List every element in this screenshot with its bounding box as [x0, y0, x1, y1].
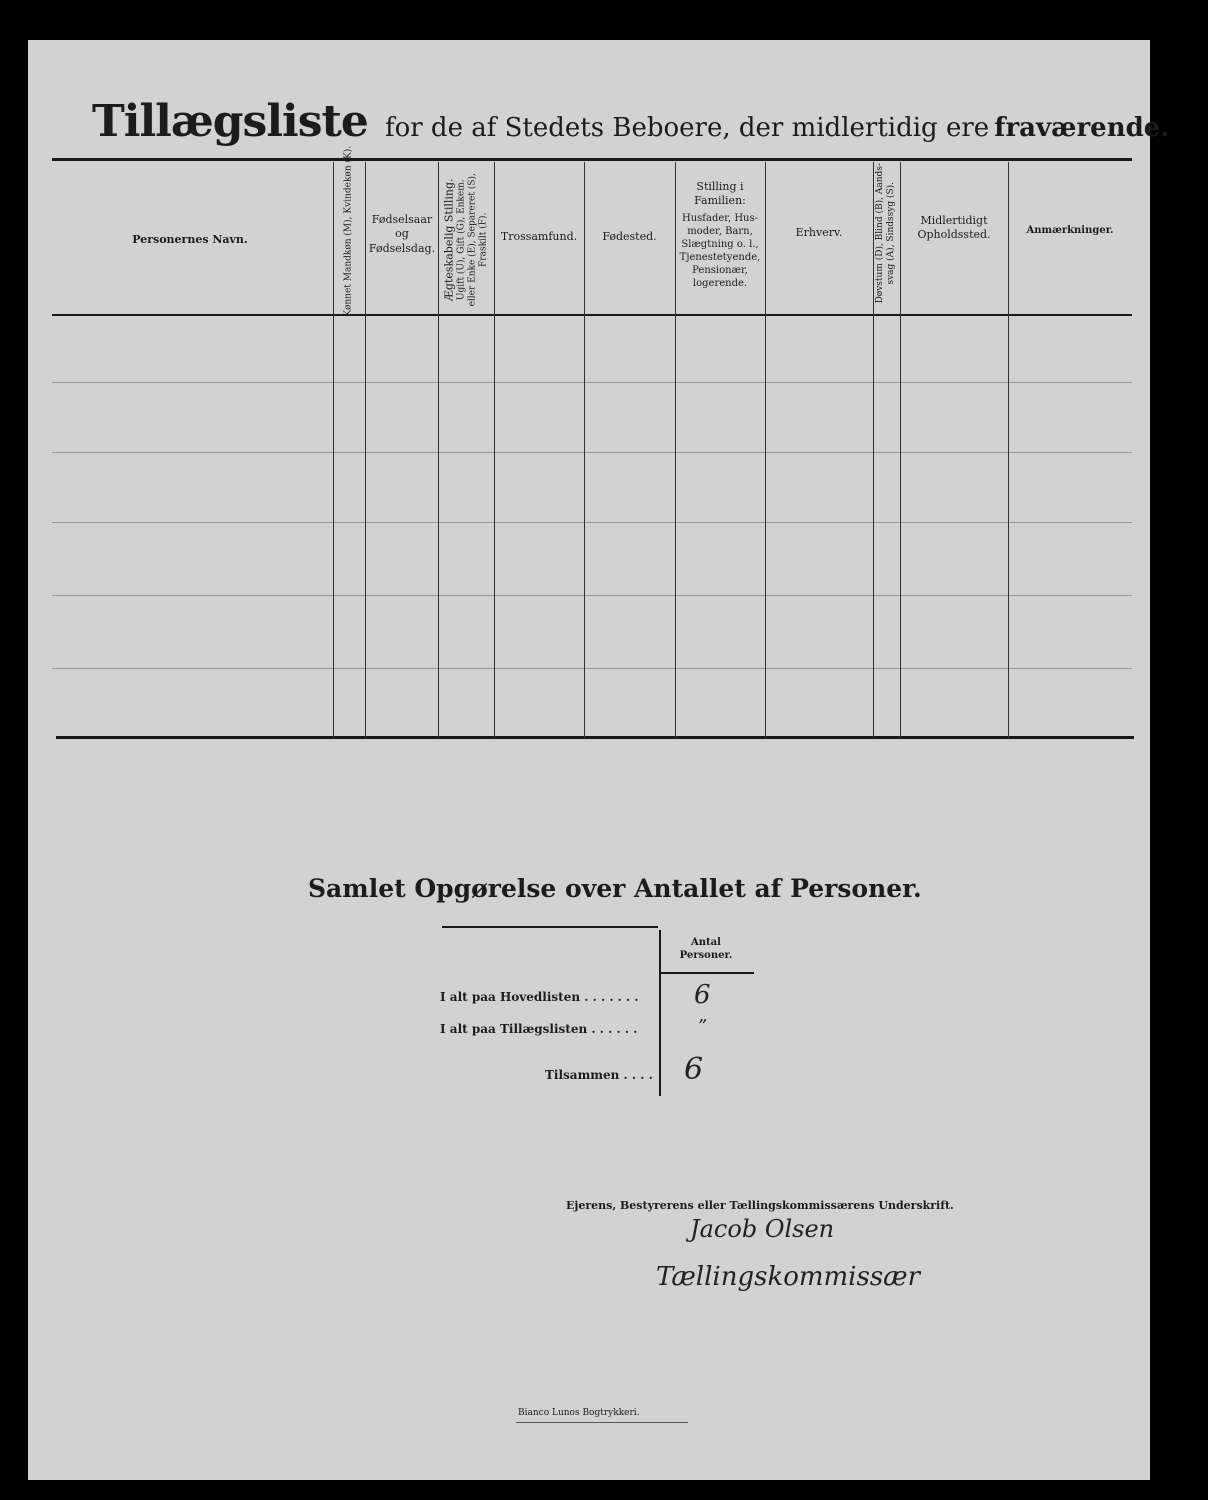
title-rest: for de af Stedets Beboere, der midlertidig ere	[384, 113, 990, 143]
table-bottom-rule	[56, 736, 1134, 739]
title-emphasis: fraværende.	[994, 113, 1170, 143]
column-divider	[438, 162, 439, 738]
printer-underline	[516, 1422, 688, 1423]
header-family-position: Stilling i Familien: Husfader, Hus- moder, Barn, Slægtning o. l., Tjenestetyende, Pensionær, logerende.	[679, 180, 761, 289]
printer-imprint: Bianco Lunos Bogtrykkeri.	[518, 1408, 640, 1418]
column-divider	[333, 162, 334, 738]
header-religion: Trossamfund.	[500, 230, 578, 243]
header-birthplace: Fødested.	[602, 230, 657, 243]
column-divider	[765, 162, 766, 738]
column-divider	[494, 162, 495, 738]
header-name: Personernes Navn.	[132, 233, 248, 246]
summary-title: Samlet Opgørelse over Antallet af Personer.	[308, 874, 922, 903]
column-divider	[900, 162, 901, 738]
summary-row-supplement-label: I alt paa Tillægslisten . . . . . .	[440, 1022, 638, 1036]
summary-top-rule	[442, 926, 658, 928]
title-main: Tillægsliste	[92, 96, 368, 147]
header-marital: Ægteskabelig Stilling. Ugift (U), Gift (G), Enkem. eller Enke (E), Separeret (S), Fraskilt (F).	[442, 173, 489, 307]
table-row-line	[52, 522, 1132, 523]
signature-title: Tællingskommissær	[656, 1262, 921, 1292]
summary-row-total-label: Tilsammen . . . .	[545, 1068, 653, 1082]
table-row-line	[52, 595, 1132, 596]
summary-header-rule	[661, 972, 754, 974]
form-title	[92, 96, 1169, 147]
column-divider	[584, 162, 585, 738]
column-divider	[1008, 162, 1009, 738]
summary-row-main-list-value: 6	[694, 980, 711, 1010]
summary-column-header: Antal Personer.	[679, 937, 733, 961]
table-row-line	[52, 668, 1132, 669]
signature-name: Jacob Olsen	[690, 1215, 835, 1243]
table-row-line	[52, 452, 1132, 453]
table-top-rule	[52, 158, 1132, 161]
summary-row-supplement-value: ”	[698, 1016, 708, 1037]
header-remarks: Anmærkninger.	[1026, 225, 1114, 236]
header-birth: Fødselsaar og Fødselsdag.	[368, 213, 436, 255]
header-residence: Midlertidigt Opholdssted.	[917, 214, 991, 242]
summary-row-main-list-label: I alt paa Hovedlisten . . . . . . .	[440, 990, 639, 1004]
header-disability: Døvstum (D), Blind (B), Aands- svag (A), Sindssyg (S).	[874, 163, 896, 304]
summary-row-total-value: 6	[684, 1052, 704, 1087]
summary-column-divider	[659, 930, 661, 1096]
header-sex: Kønnet Mandkøn (M), Kvindekøn (K).	[343, 145, 354, 317]
header-occupation: Erhverv.	[795, 226, 843, 239]
table-header-rule	[52, 314, 1132, 316]
table-row-line	[52, 382, 1132, 383]
signature-label: Ejerens, Bestyrerens eller Tællingskommissærens Underskrift.	[566, 1199, 954, 1212]
census-form-page	[28, 40, 1150, 1480]
